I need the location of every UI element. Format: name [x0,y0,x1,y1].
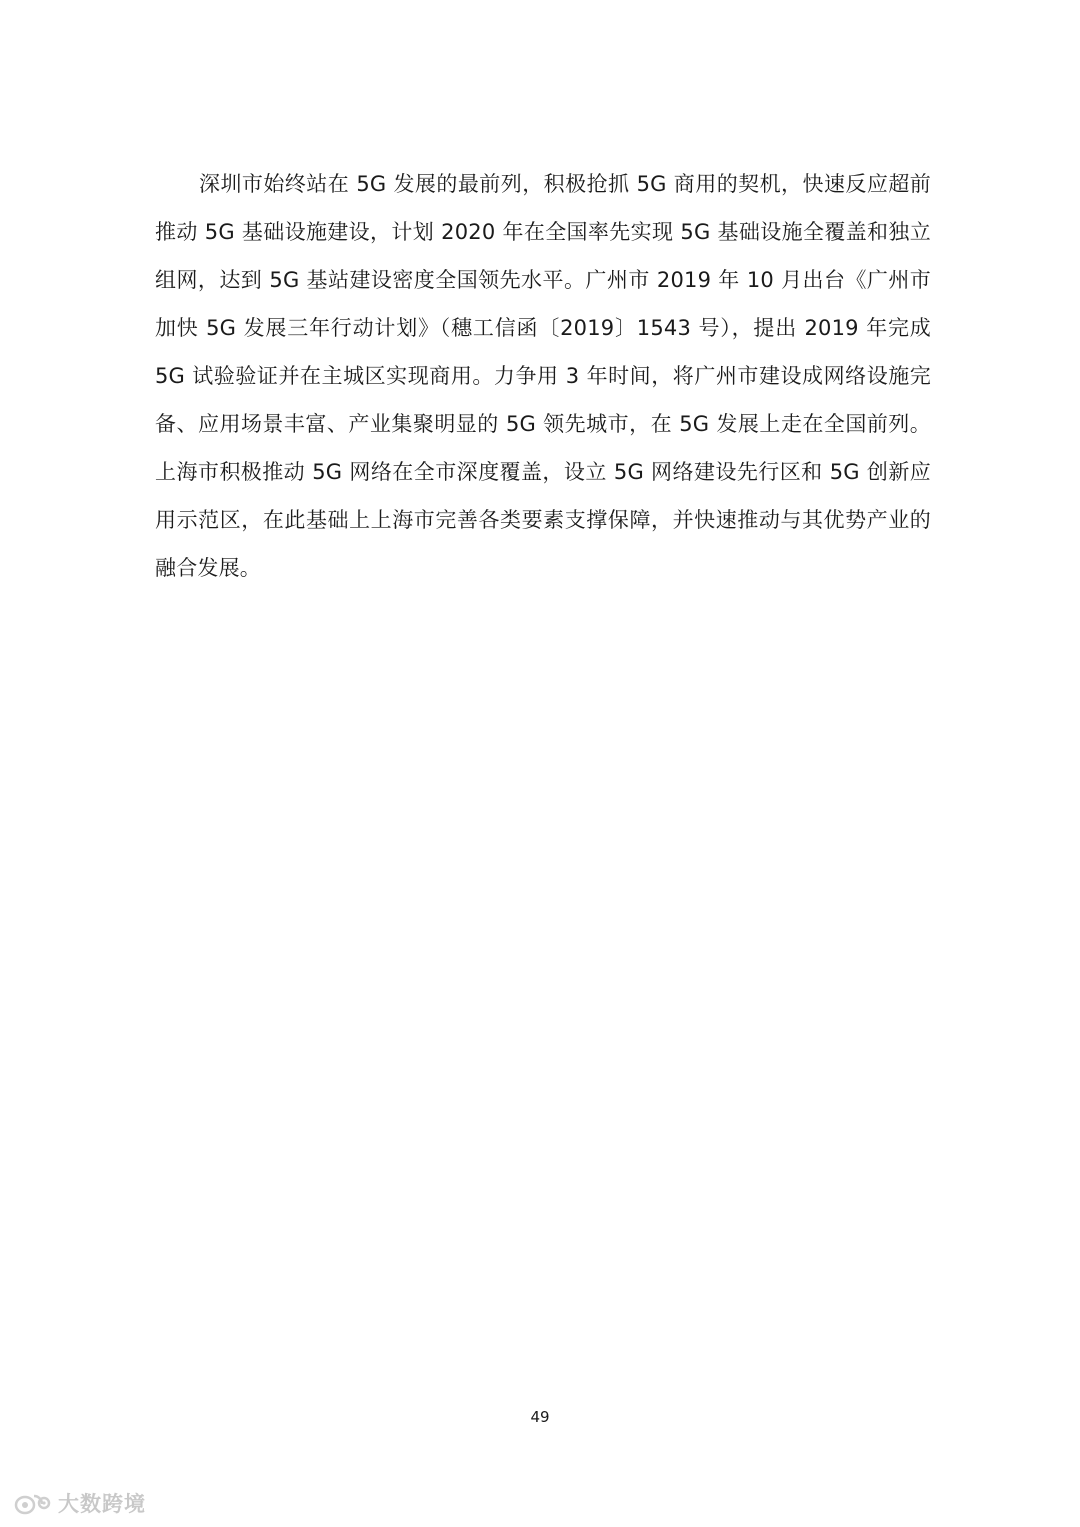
watermark [14,1488,146,1518]
paragraph-line: 推动 5G 基础设施建设，计划 2020 年在全国率先实现 5G 基础设施全覆盖和独立 [155,220,931,244]
paragraph-line: 深圳市始终站在 5G 发展的最前列，积极抢抓 5G 商用的契机，快速反应超前 [199,172,931,196]
paragraph-line: 备、应用场景丰富、产业集聚明显的 5G 领先城市，在 5G 发展上走在全国前列。 [155,412,931,436]
paragraph-line: 5G 试验验证并在主城区实现商用。力争用 3 年时间，将广州市建设成网络设施完 [155,364,931,388]
paragraph-line: 上海市积极推动 5G 网络在全市深度覆盖，设立 5G 网络建设先行区和 5G 创新应 [155,460,931,484]
paragraph-line: 用示范区，在此基础上上海市完善各类要素支撑保障，并快速推动与其优势产业的 [155,508,931,532]
weibo-style-logo-icon [14,1490,52,1516]
page-number: 49 [530,1408,550,1426]
body-paragraph [155,160,931,592]
paragraph-line: 加快 5G 发展三年行动计划》（穗工信函〔2019〕1543 号），提出 2019 年完成 [155,316,931,340]
paragraph-line: 融合发展。 [155,556,261,580]
paragraph-line: 组网，达到 5G 基站建设密度全国领先水平。广州市 2019 年 10 月出台《广州市 [155,268,931,292]
watermark-text: 大数跨境 [58,1492,146,1516]
